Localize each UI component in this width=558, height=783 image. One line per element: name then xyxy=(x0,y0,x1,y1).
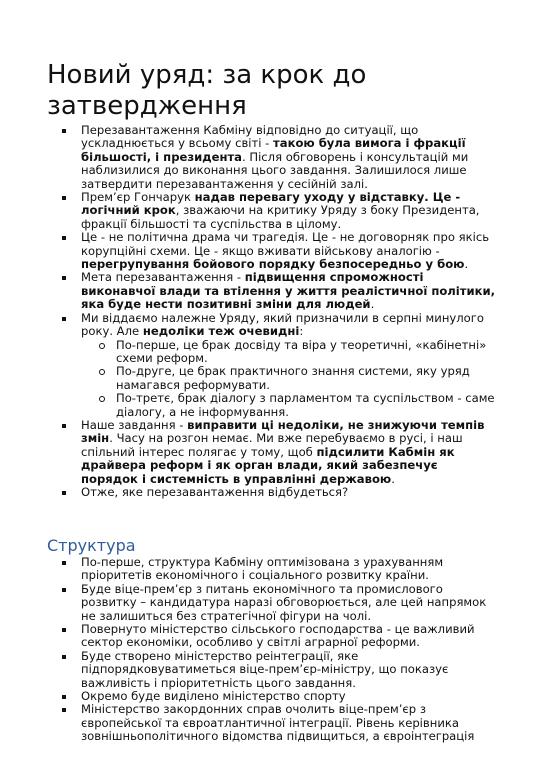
square-bullet-icon xyxy=(62,317,66,321)
circle-bullet-icon xyxy=(99,369,105,375)
list-item xyxy=(0,191,496,231)
text: Це - не політична драма чи трагедія. Це - не договорняк про якісь корупційні схеми. Це - якщо вживати військову аналогію - xyxy=(81,230,490,258)
text: По-друге, це брак практичного знання системи, яку уряд намагався реформувати. xyxy=(116,364,470,392)
square-bullet-icon xyxy=(62,561,66,565)
text: Буде створено міністерство реінтеграції, яке підпорядковуватиметься віце-прем’єр-міністру, що показує важливість і пріоритетність цього завдання. xyxy=(81,648,449,690)
text: Ми віддаємо належне Уряду, який призначили в серпні минулого року. Але xyxy=(81,310,484,339)
text: . xyxy=(464,257,469,272)
text: По-перше, це брак досвіду та віра у теоретичні, «кабінетні» схеми реформ. xyxy=(116,337,487,365)
square-bullet-icon xyxy=(62,655,66,659)
list-item xyxy=(0,703,496,743)
square-bullet-icon xyxy=(62,708,66,712)
text: Окремо буде виділено міністерство спорту xyxy=(81,689,346,704)
list-item xyxy=(0,650,496,690)
sub-list-item xyxy=(81,392,496,419)
square-bullet-icon xyxy=(62,236,66,240)
square-bullet-icon xyxy=(62,491,66,495)
sub-bullet-list xyxy=(81,339,496,419)
square-bullet-icon xyxy=(62,129,66,133)
list-item xyxy=(0,231,496,271)
text: . xyxy=(391,471,395,486)
text: , зважаючи на критику Уряду з боку Президента, фракції більшості та суспільства в цілому. xyxy=(81,203,480,231)
section-heading-structure: Структура xyxy=(47,536,136,555)
square-bullet-icon xyxy=(62,695,66,699)
list-item xyxy=(0,271,496,311)
sub-list-item xyxy=(81,339,496,366)
list-item xyxy=(0,124,496,191)
text: Отже, яке перезавантаження відбудеться? xyxy=(81,484,349,499)
text: Прем’єр Гончарук xyxy=(81,190,195,205)
circle-bullet-icon xyxy=(99,396,105,402)
list-item xyxy=(0,556,496,583)
list-item xyxy=(0,690,496,703)
text: . Часу на розгон немає. Ми вже перебуваємо в русі, і наш спільний інтерес полягає у тому, щоб xyxy=(81,431,463,459)
text: Буде віце-прем’єр з питань економічного та промислового розвитку – кандидатура наразі обговорюється, але цей напрямок не залишиться без стратегічної фігури на чолі. xyxy=(81,581,487,623)
intro-bullet-list xyxy=(0,124,496,499)
square-bullet-icon xyxy=(62,196,66,200)
text: Наше завдання - xyxy=(81,417,188,432)
square-bullet-icon xyxy=(62,628,66,632)
text: . xyxy=(370,297,375,312)
bold-text: недоліки теж очевидні xyxy=(142,324,300,339)
square-bullet-icon xyxy=(62,588,66,592)
sub-list-item xyxy=(81,365,496,392)
page-title: Новий уряд: за крок до затвердження xyxy=(47,60,367,121)
bold-text: підсилити Кабмін як драйвера реформ і як орган влади, який забезпечує порядок і системність в управлінні державою xyxy=(81,444,455,486)
bold-text: надав перевагу уходу у відставку. Це - логічний крок xyxy=(81,190,461,218)
list-item xyxy=(0,623,496,650)
text: Перезавантаження Кабміну відповідно до ситуації, що ускладнюється у всьому світі - xyxy=(81,123,419,151)
bold-text: такою була вимога і фракції більшості, і президента xyxy=(81,136,466,164)
list-item xyxy=(0,312,496,419)
list-item xyxy=(0,419,496,486)
text: По-третє, брак діалогу з парламентом та суспільством - саме діалогу, а не інформування. xyxy=(116,391,495,419)
text: : xyxy=(299,324,304,339)
text: Повернуто міністерство сільського господарства - це важливий сектор економіки, особливо у світлі аграрної реформи. xyxy=(81,622,475,650)
text: . Після обговорень і консультацій ми наблизилися до виконання цього завдання. Залишилося лише затвердити перезавантаження у сесійній залі. xyxy=(81,149,469,191)
list-item xyxy=(0,486,496,499)
bold-text: перегрупування бойового порядку безпосередньо у бою xyxy=(81,257,465,272)
text: По-перше, структура Кабміну оптимізована з урахуванням пріоритетів економічного і соціального розвитку країни. xyxy=(81,555,444,583)
square-bullet-icon xyxy=(62,424,66,428)
square-bullet-icon xyxy=(62,276,66,280)
text: Мета перезавантаження - xyxy=(81,270,245,285)
bold-text: підвищення спроможності виконавчої влади та втілення у життя реалістичної політики, яка буде нести позитивні зміни для людей xyxy=(81,270,496,312)
circle-bullet-icon xyxy=(99,343,105,349)
text: Міністерство закордонних справ очолить віце-прем’єр з європейської та євроатлантичної інтеграції. Рівень керівника зовнішньополітичного відомства підвищиться, а євроінтеграція xyxy=(81,702,475,744)
bold-text: виправити ці недоліки, не знижуючи темпів змін xyxy=(81,417,485,446)
list-item xyxy=(0,583,496,623)
structure-bullet-list xyxy=(0,556,496,744)
